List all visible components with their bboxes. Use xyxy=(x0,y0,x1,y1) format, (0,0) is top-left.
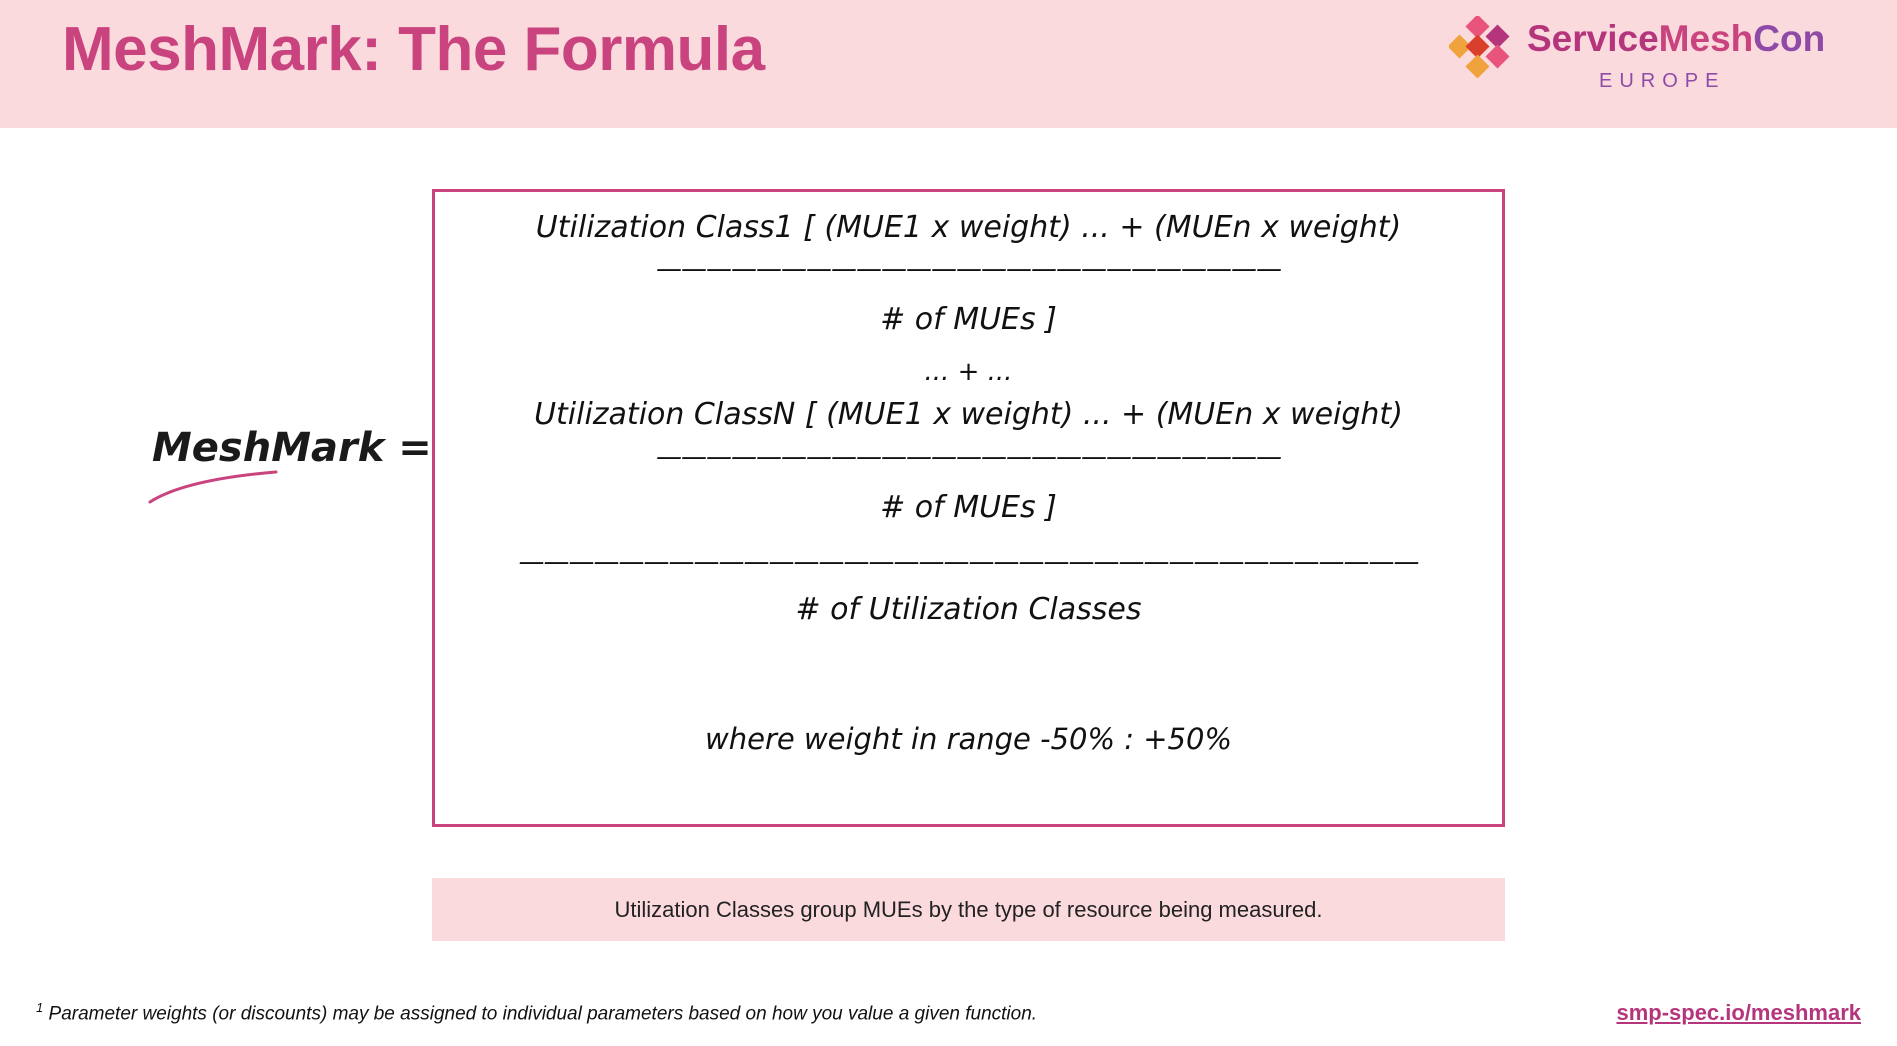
underline-swoosh-decoration xyxy=(148,470,278,510)
brand-logo xyxy=(1449,10,1869,110)
formula-box xyxy=(432,189,1505,827)
formula-line-3: ... + ... xyxy=(924,357,1013,387)
formula-rule-1: ————————————————————————— xyxy=(656,254,1281,284)
page-title: MeshMark: The Formula xyxy=(62,15,765,84)
formula-line-4: Utilization ClassN [ (MUE1 x weight) ... + (MUEn x weight) xyxy=(534,397,1403,432)
footnote xyxy=(36,1000,1037,1025)
brand-subtitle: EUROPE xyxy=(1599,70,1726,92)
footer-link[interactable]: smp-spec.io/meshmark xyxy=(1616,1000,1861,1025)
formula-line-1: Utilization Class1 [ (MUE1 x weight) ... + (MUEn x weight) xyxy=(535,210,1402,245)
brand-name-mesh: Mesh xyxy=(1658,18,1754,59)
caption-band xyxy=(432,878,1505,941)
footnote-text: Parameter weights (or discounts) may be assigned to individual parameters based on how you value a given function. xyxy=(48,1003,1038,1025)
formula-rule-2: ————————————————————————— xyxy=(656,442,1281,472)
formula-note: where weight in range -50% : +50% xyxy=(705,722,1232,756)
footnote-marker: 1 xyxy=(36,1000,44,1015)
servicemeshcon-diamond-logo-icon xyxy=(1449,16,1515,82)
caption-text: Utilization Classes group MUEs by the type of resource being measured. xyxy=(614,896,1323,922)
brand-name-service: Service xyxy=(1527,18,1659,59)
formula-line-2: # of MUEs ] xyxy=(880,302,1057,337)
formula-line-6: # of Utilization Classes xyxy=(795,592,1142,627)
meshmark-equals-label: MeshMark = xyxy=(152,425,432,471)
brand-name-con: Con xyxy=(1753,18,1826,59)
brand-name xyxy=(1527,18,1825,60)
formula-rule-3: ———————————————————————————————————— xyxy=(518,547,1419,577)
formula-line-5: # of MUEs ] xyxy=(880,490,1057,525)
